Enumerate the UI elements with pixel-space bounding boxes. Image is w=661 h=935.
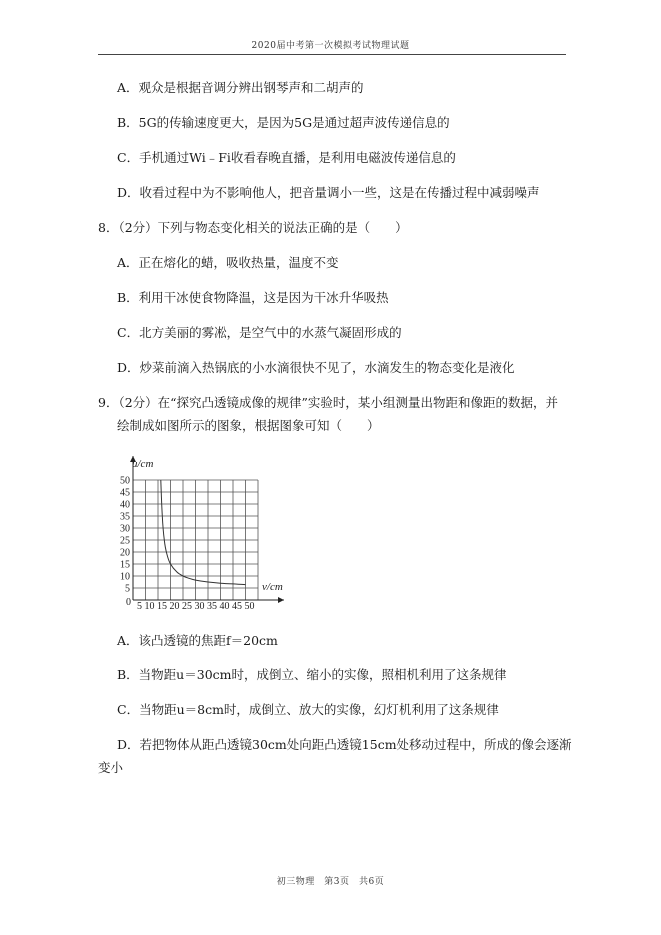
y-tick-label-3: 15 [120,559,130,571]
q7-option-a: A．观众是根据音调分辨出钢琴声和二胡声的 [117,80,364,95]
y-tick-label-9: 45 [120,487,130,499]
y-tick-label-6: 30 [120,523,130,535]
q7-option-b: B．5G的传输速度更大，是因为5G是通过超声波传递信息的 [117,115,450,130]
q7-option-d: D．收看过程中为不影响他人，把音量调小一些，这是在传播过程中减弱噪声 [117,185,540,200]
page-header-title: 2020届中考第一次模拟考试物理试题 [251,41,410,51]
y-axis-label: u/cm [132,458,154,470]
y-tick-label-10: 50 [120,475,130,487]
q9-option-d-line2: 变小 [98,760,124,775]
origin-label: 0 [126,597,131,608]
y-tick-label-1: 5 [125,583,130,595]
q9-option-b: B．当物距u＝30cm时，成倒立、缩小的实像，照相机利用了这条规律 [117,667,507,682]
q9-option-a: A．该凸透镜的焦距f＝20cm [117,633,278,648]
q8-option-d: D．炒菜前滴入热锅底的小水滴很快不见了，水滴发生的物态变化是液化 [117,360,515,375]
x-tick-labels: 5 10 15 20 25 30 35 40 45 50 [137,601,255,612]
q8-stem: 8．（2分）下列与物态变化相关的说法正确的是（ ） [98,220,408,235]
x-axis-arrow [278,597,284,603]
chart-axes [130,456,284,603]
y-tick-label-4: 20 [120,547,130,559]
q9-stem-line1: 9．（2分）在“探究凸透镜成像的规律”实验时，某小组测量出物距和像距的数据，并 [98,395,558,410]
y-tick-label-2: 10 [120,571,130,583]
y-tick-label-8: 40 [120,499,130,511]
x-axis-label: v/cm [262,581,283,593]
q8-option-c: C．北方美丽的雾凇，是空气中的水蒸气凝固形成的 [117,325,402,340]
header-divider [98,54,566,55]
y-tick-label-7: 35 [120,511,130,523]
q9-option-c: C．当物距u＝8cm时，成倒立、放大的实像，幻灯机利用了这条规律 [117,702,499,717]
q9-stem-line2: 绘制成如图所示的图象，根据图象可知（ ） [117,418,380,433]
q8-option-b: B．利用干冰使食物降温，这是因为干冰升华吸热 [117,290,389,305]
page-footer: 初三物理 第3页 共6页 [276,877,385,887]
q8-option-a: A．正在熔化的蜡，吸收热量，温度不变 [117,255,339,270]
chart-grid [133,480,258,600]
y-tick-labels [120,476,130,595]
lens-image-distance-chart [112,450,302,620]
q7-option-c: C．手机通过Wi﹣Fi收看春晚直播，是利用电磁波传递信息的 [117,150,456,165]
y-tick-label-5: 25 [120,535,130,547]
q9-option-d: D．若把物体从距凸透镜30cm处向距凸透镜15cm处移动过程中，所成的像会逐渐 [117,737,572,752]
